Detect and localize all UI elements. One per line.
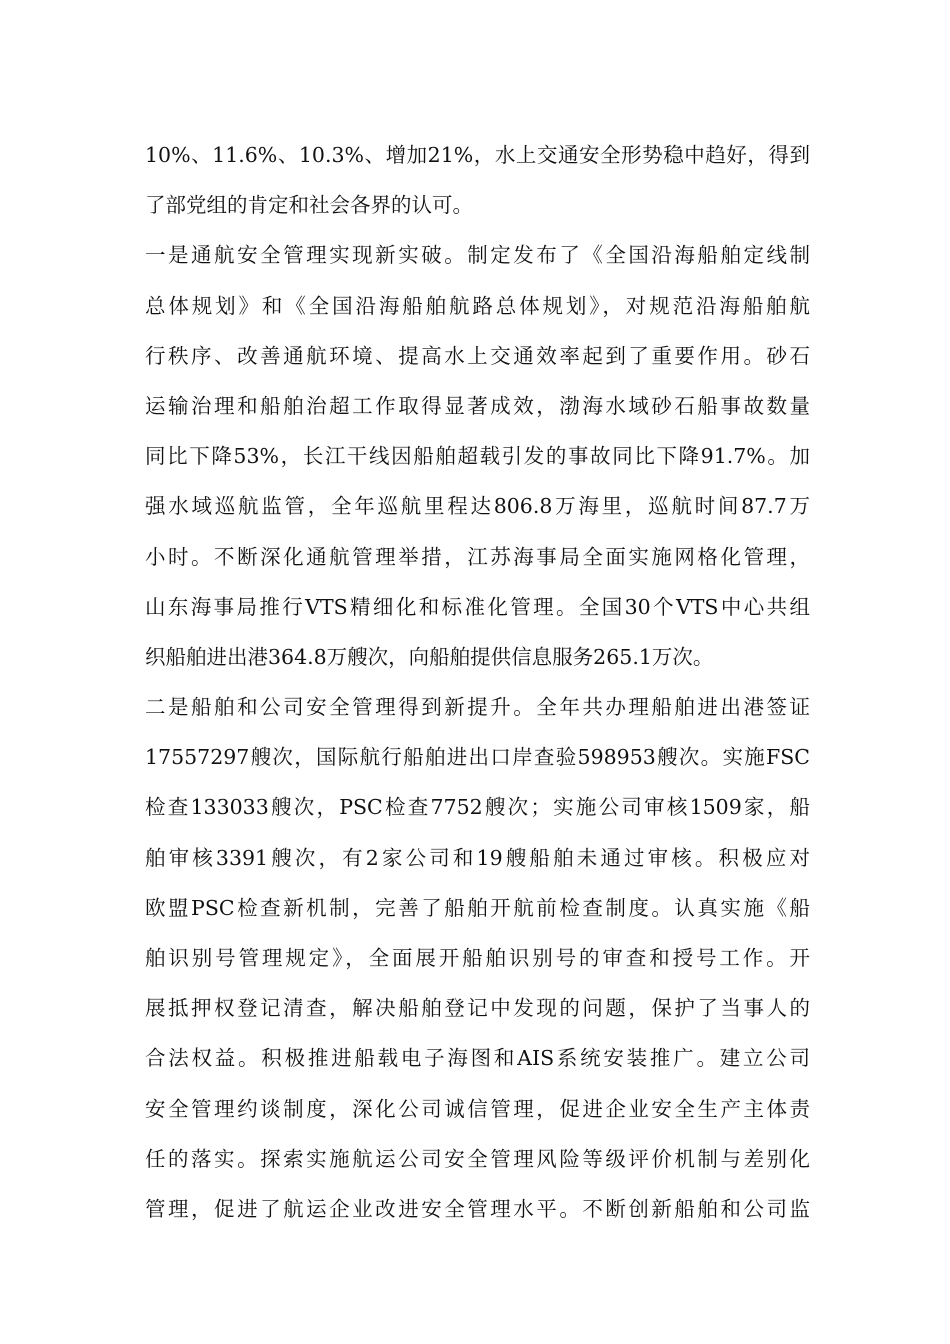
text-line: 运输治理和船舶治超工作取得显著成效，渤海水域砂石船事故数量 [145,393,810,418]
text-line: 行秩序、改善通航环境、提高水上交通效率起到了重要作用。砂石 [145,343,810,368]
text-line: 了部党组的肯定和社会各界的认可。 [145,193,473,218]
text-line: 小时。不断深化通航管理举措，江苏海事局全面实施网格化管理， [145,544,810,569]
text-line: 舶审核3391艘次，有2家公司和19艘船舶未通过审核。积极应对 [145,845,810,870]
text-line: 合法权益。积极推进船载电子海图和AIS系统安装推广。建立公司 [145,1046,810,1071]
text-line: 任的落实。探索实施航运公司安全管理风险等级评价机制与差别化 [145,1146,810,1171]
text-line: 二是船舶和公司安全管理得到新提升。全年共办理船舶进出港签证 [145,695,810,720]
text-line: 检查133033艘次，PSC检查7752艘次；实施公司审核1509家，船 [145,795,810,820]
text-line: 欧盟PSC检查新机制，完善了船舶开航前检查制度。认真实施《船 [145,895,810,920]
text-line: 同比下降53%，长江干线因船舶超载引发的事故同比下降91.7%。加 [145,444,810,469]
text-line: 管理，促进了航运企业改进安全管理水平。不断创新船舶和公司监 [145,1196,810,1221]
text-line: 舶识别号管理规定》，全面展开船舶识别号的审查和授号工作。开 [145,946,810,970]
text-line: 展抵押权登记清查，解决船舶登记中发现的问题，保护了当事人的 [145,996,810,1021]
text-line: 织船舶进出港364.8万艘次，向船舶提供信息服务265.1万次。 [145,644,714,669]
text-line: 山东海事局推行VTS精细化和标准化管理。全国30个VTS中心共组 [145,594,810,619]
text-line: 10%、11.6%、10.3%、增加21%，水上交通安全形势稳中趋好，得到 [145,143,810,167]
text-line: 一是通航安全管理实现新实破。制定发布了《全国沿海船舶定线制 [145,243,810,268]
text-line: 安全管理约谈制度，深化公司诚信管理，促进企业安全生产主体责 [145,1096,810,1121]
body-text [145,130,810,1234]
text-line: 17557297艘次，国际航行船舶进出口岸查验598953艘次。实施FSC [145,745,810,770]
text-line: 强水域巡航监管，全年巡航里程达806.8万海里，巡航时间87.7万 [145,494,810,519]
text-line: 总体规划》和《全国沿海船舶航路总体规划》，对规范沿海船舶航 [145,293,810,318]
